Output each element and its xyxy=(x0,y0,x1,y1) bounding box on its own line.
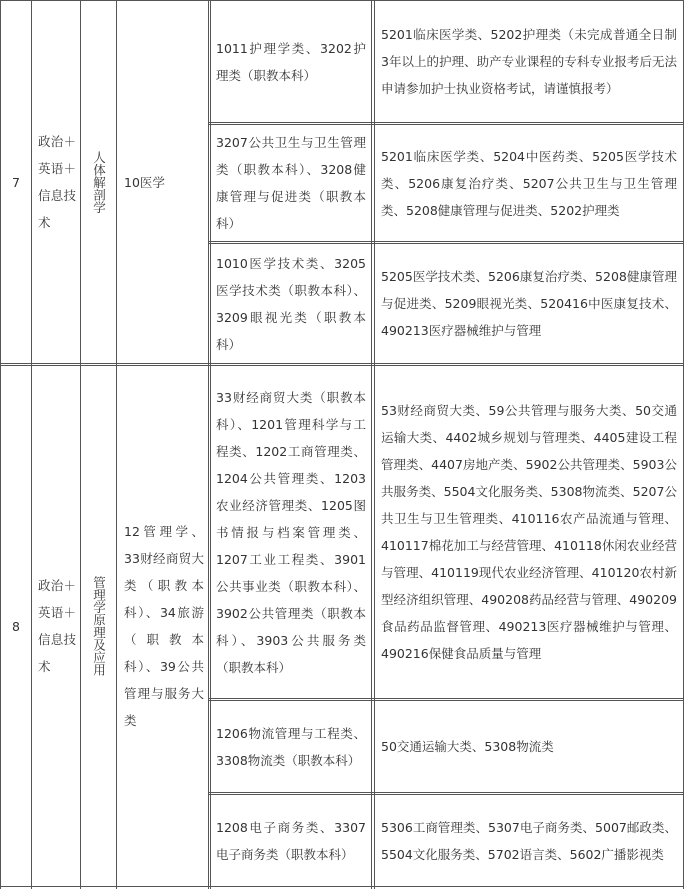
vocational-majors: 5205医学技术类、5206康复治疗类、5208健康管理与促进类、5209眼视光类、520416中医康复技术、490213医疗器械维护与管理 xyxy=(381,269,677,338)
row-number: 7 xyxy=(12,174,20,190)
undergrad-majors: 1208电子商务类、3307电子商务类（职教本科） xyxy=(216,819,366,862)
undergrad-majors: 3207公共卫生与卫生管理类（职教本科）、3208健康管理与促进类（职教本科） xyxy=(216,135,366,231)
exam-subjects: 政治＋英语＋信息技术 xyxy=(38,134,76,230)
professional-exam-subject: 人体解剖学 xyxy=(91,150,107,214)
vocational-majors: 53财经商贸大类、59公共管理与服务大类、50交通运输大类、4402城乡规划与管理类、4405建设工程管理类、4407房地产类、5902公共管理类、5903公共服务类、5504文化服务类、5308物流类、5207公共卫生与卫生管理类、410116农产品流通与管理、410117棉花加工与经营管理、410118休闲农业经营与管理、410119现代农业经济管理、410120农村新型经济组织管理、490208药品经营与管理、490209食品药品监督管理、490213医疗器械维护与管理、490216保健食品质量与管理 xyxy=(381,403,677,661)
vocational-majors: 5201临床医学类、5202护理类（未完成普通全日制3年以上的护理、助产专业课程的专科专业报考后无法申请参加护士执业资格考试，请谨慎报考） xyxy=(381,27,677,96)
major-category: 12管理学、33财经商贸大类（职教本科）、34旅游（职教本科）、39公共管理与服务大类 xyxy=(124,524,204,728)
major-category: 10医学 xyxy=(124,174,165,190)
exam-subjects: 政治＋英语＋信息技术 xyxy=(38,578,76,674)
professional-exam-subject: 管理学原理及应用 xyxy=(91,576,107,676)
vocational-majors: 5201临床医学类、5204中医药类、5205医学技术类、5206康复治疗类、5207公共卫生与卫生管理类、5208健康管理与促进类、5202护理类 xyxy=(381,148,677,218)
undergrad-majors: 1010医学技术类、3205医学技术类（职教本科）、3209眼视光类（职教本科） xyxy=(216,255,366,352)
undergrad-majors: 1011护理学类、3202护理类（职教本科） xyxy=(216,40,366,83)
row-number: 8 xyxy=(12,618,20,634)
vocational-majors: 5306工商管理类、5307电子商务类、5007邮政类、5504文化服务类、5702语言类、5602广播影视类 xyxy=(381,819,677,862)
vocational-majors: 50交通运输大类、5308物流类 xyxy=(381,739,554,754)
undergrad-majors: 1206物流管理与工程类、3308物流类（职教本科） xyxy=(216,725,366,768)
undergrad-majors: 33财经商贸大类（职教本科）、1201管理科学与工程类、1202工商管理类、1204公共管理类、1203农业经济管理类、1205图书情报与档案管理类、1207工业工程类、3901公共事业类（职教本科）、3902公共管理类（职教本科）、3903公共服务类（职教本科） xyxy=(216,389,366,675)
